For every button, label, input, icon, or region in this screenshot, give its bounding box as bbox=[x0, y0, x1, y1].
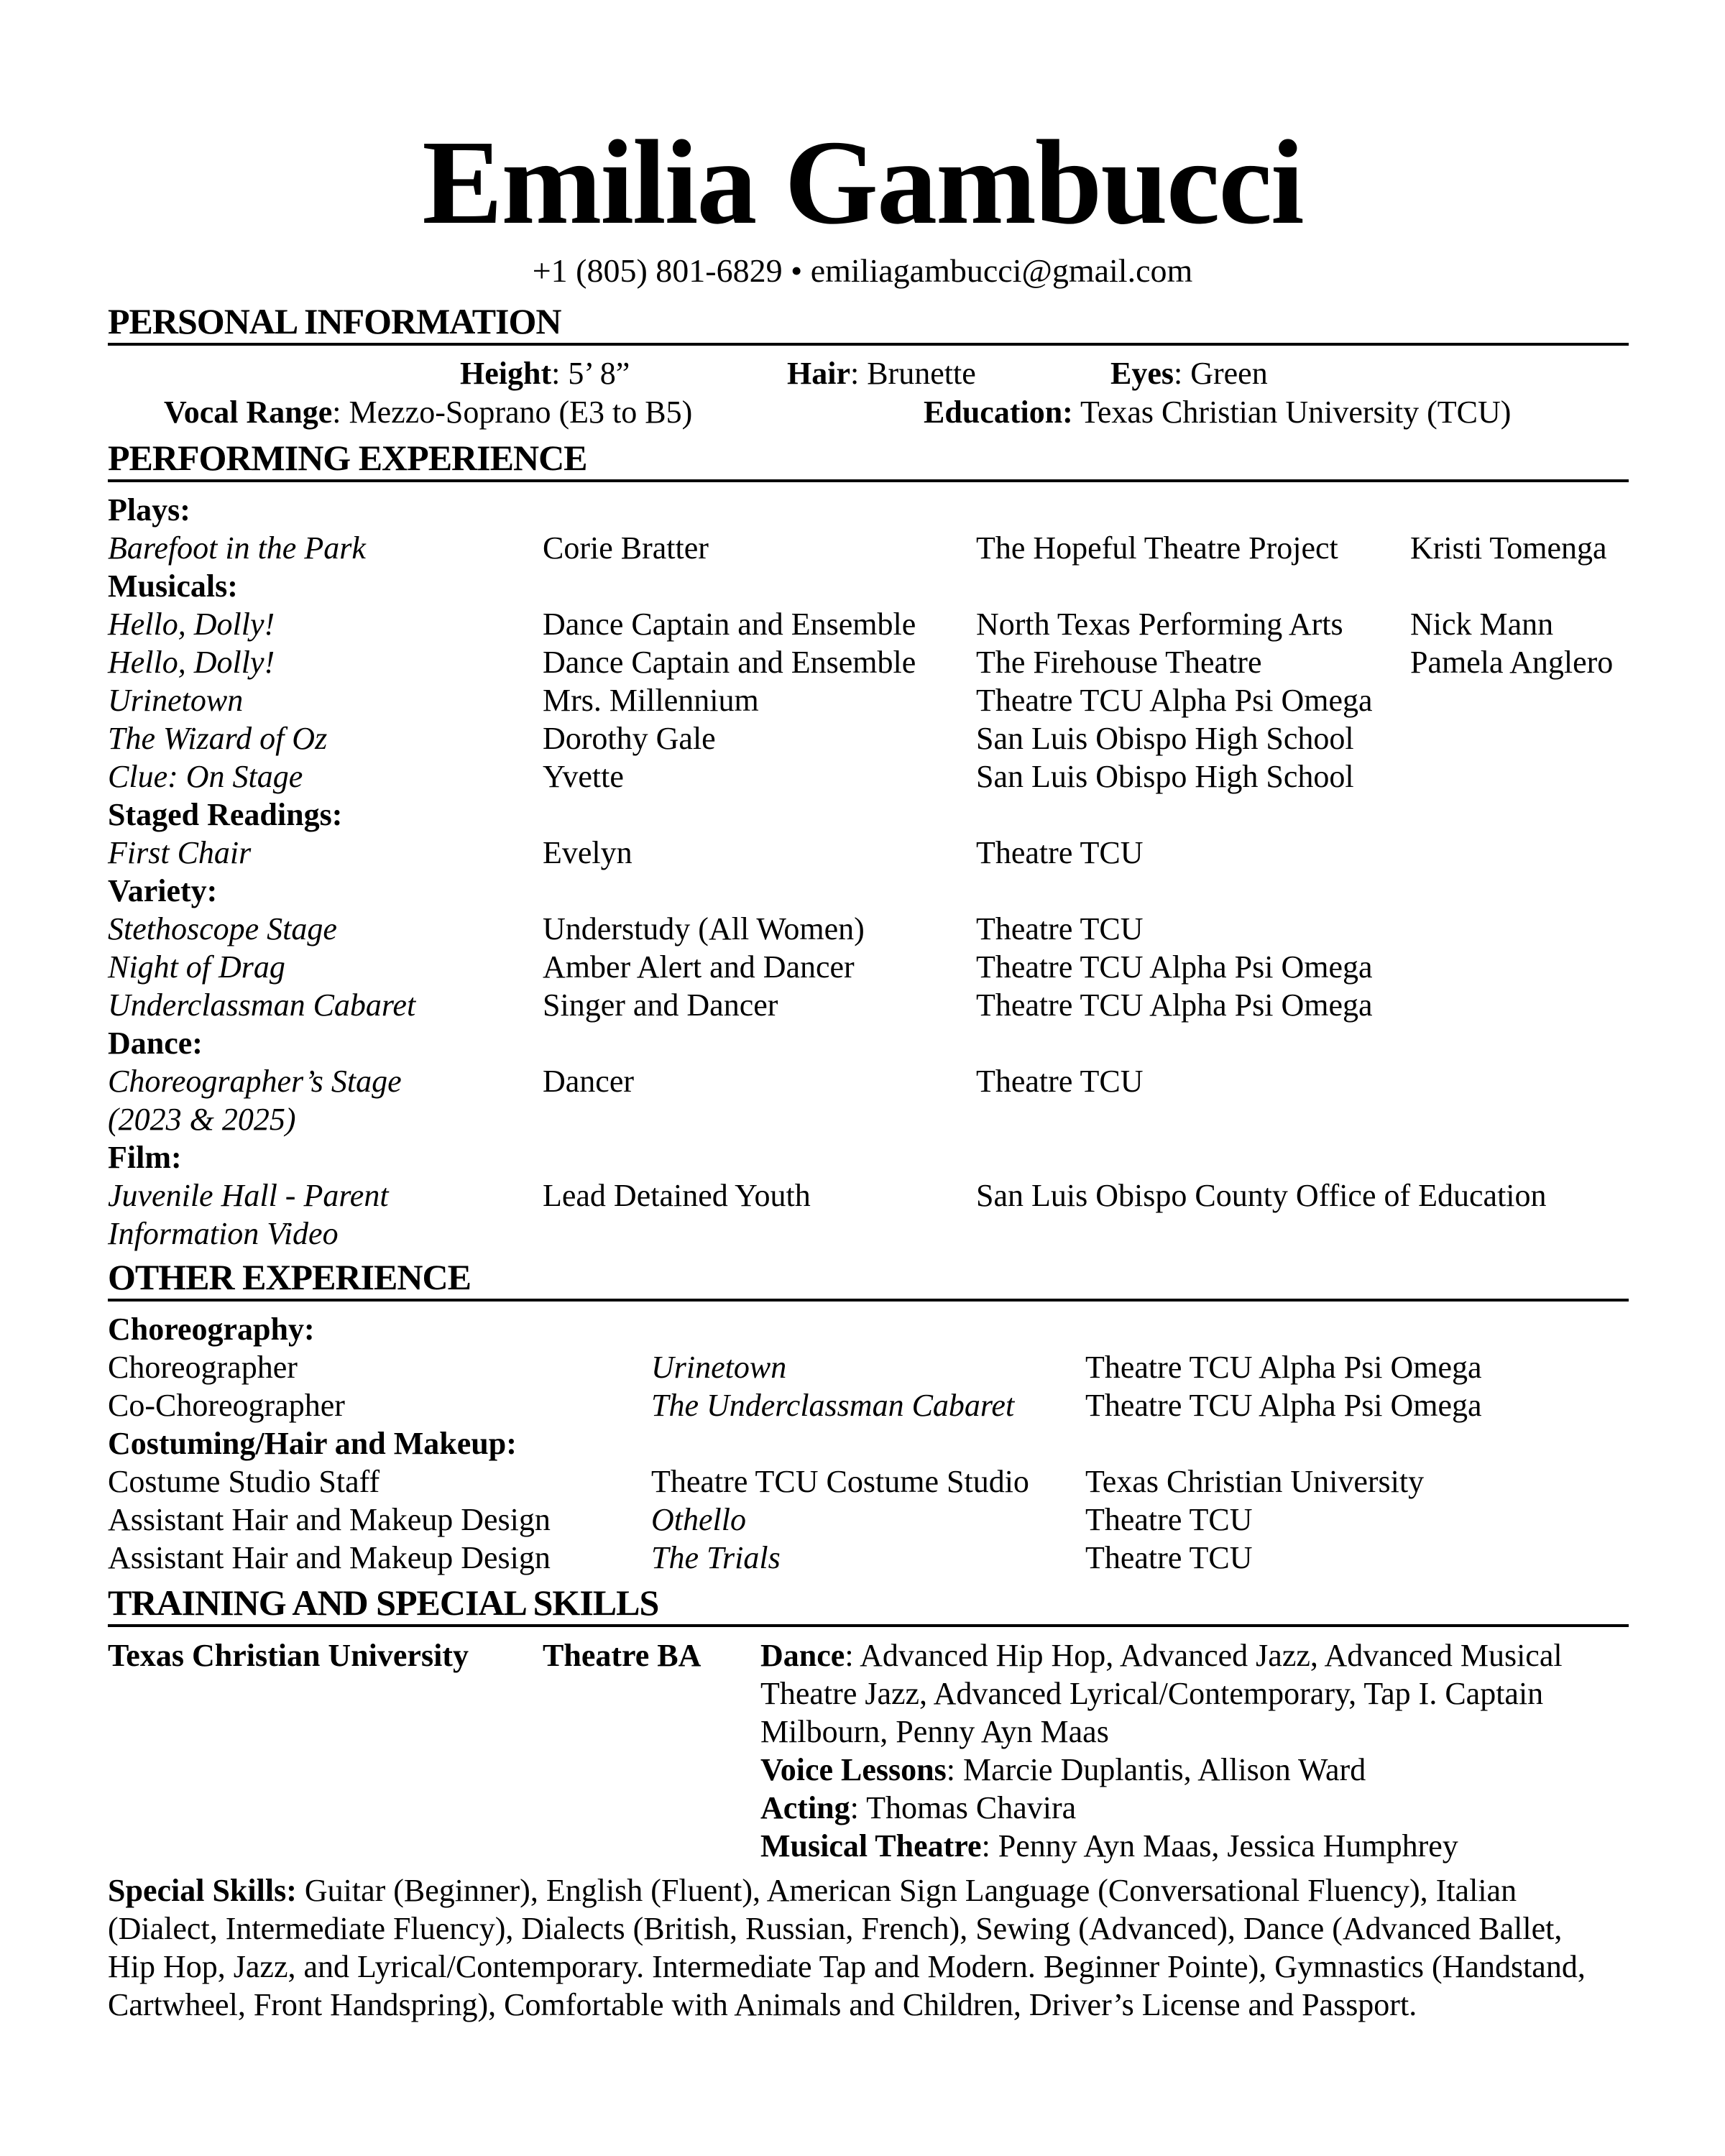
education-label: Education: bbox=[924, 395, 1073, 430]
credit-role: Dance Captain and Ensemble bbox=[543, 607, 916, 642]
credit-show-continued: Information Video bbox=[108, 1216, 339, 1251]
credit-show: Choreographer’s Stage bbox=[108, 1064, 402, 1099]
credit-company: Theatre TCU bbox=[976, 835, 1144, 870]
height-label: Height bbox=[460, 356, 552, 391]
credit-show: First Chair bbox=[108, 835, 252, 870]
section-divider bbox=[108, 1299, 1629, 1302]
credit-role: Lead Detained Youth bbox=[543, 1178, 811, 1213]
training-dance-text: : Advanced Hip Hop, Advanced Jazz, Advanced Musical bbox=[845, 1638, 1563, 1673]
education-value: Texas Christian University (TCU) bbox=[1072, 395, 1512, 430]
category-heading-costuming: Costuming/Hair and Makeup: bbox=[108, 1426, 517, 1461]
training-musical-theatre bbox=[760, 1830, 1458, 1862]
credit-show: Clue: On Stage bbox=[108, 759, 303, 794]
training-musical-theatre-text: : Penny Ayn Maas, Jessica Humphrey bbox=[981, 1828, 1458, 1864]
special-skills-label: Special Skills: bbox=[108, 1873, 297, 1908]
credit-company: San Luis Obispo High School bbox=[976, 759, 1354, 794]
vocal-range-label: Vocal Range bbox=[164, 395, 333, 430]
vocal-range-value: : Mezzo-Soprano (E3 to B5) bbox=[332, 395, 693, 430]
credit-role: Yvette bbox=[543, 759, 624, 794]
credit-show: Barefoot in the Park bbox=[108, 530, 366, 566]
credit-company: The Hopeful Theatre Project bbox=[976, 530, 1338, 566]
category-heading-choreography: Choreography: bbox=[108, 1312, 315, 1347]
credit-show: Hello, Dolly! bbox=[108, 645, 275, 680]
category-heading-plays: Plays: bbox=[108, 492, 190, 528]
category-heading-staged-readings: Staged Readings: bbox=[108, 797, 343, 832]
height-field bbox=[460, 358, 630, 390]
credit-company: San Luis Obispo High School bbox=[976, 721, 1354, 756]
experience-production: The Trials bbox=[651, 1540, 781, 1575]
training-acting-label: Acting bbox=[760, 1790, 850, 1825]
experience-position: Assistant Hair and Makeup Design bbox=[108, 1540, 551, 1575]
credit-company: Theatre TCU Alpha Psi Omega bbox=[976, 683, 1373, 718]
experience-position: Costume Studio Staff bbox=[108, 1464, 380, 1499]
hair-label: Hair bbox=[787, 356, 850, 391]
credit-role: Dorothy Gale bbox=[543, 721, 716, 756]
experience-production: Othello bbox=[651, 1502, 746, 1537]
credit-show: Stethoscope Stage bbox=[108, 911, 337, 946]
section-title-training: TRAINING AND SPECIAL SKILLS bbox=[108, 1583, 659, 1623]
credit-role: Dance Captain and Ensemble bbox=[543, 645, 916, 680]
credit-show: Underclassman Cabaret bbox=[108, 987, 416, 1023]
training-dance bbox=[760, 1640, 1563, 1672]
section-divider bbox=[108, 343, 1629, 346]
credit-company: Theatre TCU bbox=[976, 1064, 1144, 1099]
credit-company: Theatre TCU Alpha Psi Omega bbox=[976, 949, 1373, 985]
experience-organization: Theatre TCU bbox=[1085, 1540, 1253, 1575]
credit-company: San Luis Obispo County Office of Education bbox=[976, 1178, 1547, 1213]
section-divider bbox=[108, 479, 1629, 482]
training-dance-label: Dance bbox=[760, 1638, 845, 1673]
experience-organization: Texas Christian University bbox=[1085, 1464, 1425, 1499]
training-degree: Theatre BA bbox=[543, 1638, 702, 1673]
category-heading-film: Film: bbox=[108, 1140, 182, 1175]
credit-director: Kristi Tomenga bbox=[1410, 530, 1607, 566]
credit-role: Understudy (All Women) bbox=[543, 911, 865, 946]
vocal-range-field bbox=[164, 397, 692, 428]
experience-organization: Theatre TCU bbox=[1085, 1502, 1253, 1537]
credit-show-continued: (2023 & 2025) bbox=[108, 1102, 296, 1137]
category-heading-variety: Variety: bbox=[108, 873, 218, 908]
hair-field bbox=[787, 358, 976, 390]
experience-production: Theatre TCU Costume Studio bbox=[651, 1464, 1029, 1499]
eyes-value: : Green bbox=[1174, 356, 1268, 391]
experience-production: The Underclassman Cabaret bbox=[651, 1388, 1015, 1423]
credit-show: Hello, Dolly! bbox=[108, 607, 275, 642]
special-skills-text: Guitar (Beginner), English (Fluent), American Sign Language (Conversational Fluency), Italian (Dialect, Intermediate Fluency), Dialects (British, Russian, French), Sewing (Advanced), Dance (Advanced Ballet, Hip Hop, Jazz, and Lyrical/Contemporary. Intermediate Tap and Modern. Beginner Pointe), Gymnastics (Handstand, Cartwheel, Front Handspring), Comfortable with Animals and Children, Driver’s License and Passport. bbox=[108, 1873, 1586, 2022]
training-acting bbox=[760, 1792, 1076, 1824]
section-title-performing: PERFORMING EXPERIENCE bbox=[108, 438, 587, 478]
experience-organization: Theatre TCU Alpha Psi Omega bbox=[1085, 1388, 1482, 1423]
training-acting-text: : Thomas Chavira bbox=[850, 1790, 1077, 1825]
credit-director: Pamela Anglero bbox=[1410, 645, 1614, 680]
credit-company: The Firehouse Theatre bbox=[976, 645, 1262, 680]
credit-show: The Wizard of Oz bbox=[108, 721, 328, 756]
training-voice-label: Voice Lessons bbox=[760, 1752, 947, 1787]
credit-show: Juvenile Hall - Parent bbox=[108, 1178, 389, 1213]
special-skills bbox=[108, 1871, 1603, 2024]
credit-role: Dancer bbox=[543, 1064, 635, 1099]
section-title-other: OTHER EXPERIENCE bbox=[108, 1257, 471, 1297]
contact-info: +1 (805) 801-6829 • emiliagambucci@gmail.com bbox=[532, 252, 1193, 289]
credit-company: North Texas Performing Arts bbox=[976, 607, 1343, 642]
experience-position: Assistant Hair and Makeup Design bbox=[108, 1502, 551, 1537]
category-heading-musicals: Musicals: bbox=[108, 568, 238, 604]
experience-position: Choreographer bbox=[108, 1350, 298, 1385]
experience-position: Co-Choreographer bbox=[108, 1388, 345, 1423]
education-field bbox=[924, 397, 1511, 428]
eyes-field bbox=[1110, 358, 1268, 390]
training-dance-continued: Theatre Jazz, Advanced Lyrical/Contemporary, Tap I. Captain bbox=[760, 1676, 1544, 1711]
credit-role: Singer and Dancer bbox=[543, 987, 778, 1023]
experience-production: Urinetown bbox=[651, 1350, 787, 1385]
training-voice-text: : Marcie Duplantis, Allison Ward bbox=[946, 1752, 1366, 1787]
training-musical-theatre-label: Musical Theatre bbox=[760, 1828, 982, 1864]
credit-role: Mrs. Millennium bbox=[543, 683, 759, 718]
experience-organization: Theatre TCU Alpha Psi Omega bbox=[1085, 1350, 1482, 1385]
section-title-personal: PERSONAL INFORMATION bbox=[108, 301, 561, 341]
category-heading-dance: Dance: bbox=[108, 1026, 203, 1061]
training-school: Texas Christian University bbox=[108, 1638, 469, 1673]
credit-director: Nick Mann bbox=[1410, 607, 1554, 642]
credit-show: Urinetown bbox=[108, 683, 244, 718]
hair-value: : Brunette bbox=[850, 356, 976, 391]
credit-company: Theatre TCU Alpha Psi Omega bbox=[976, 987, 1373, 1023]
height-value: : 5’ 8” bbox=[551, 356, 630, 391]
training-voice bbox=[760, 1754, 1366, 1786]
eyes-label: Eyes bbox=[1110, 356, 1174, 391]
credit-company: Theatre TCU bbox=[976, 911, 1144, 946]
credit-role: Evelyn bbox=[543, 835, 632, 870]
credit-role: Amber Alert and Dancer bbox=[543, 949, 855, 985]
training-dance-continued: Milbourn, Penny Ayn Maas bbox=[760, 1714, 1109, 1749]
credit-role: Corie Bratter bbox=[543, 530, 709, 566]
credit-show: Night of Drag bbox=[108, 949, 285, 985]
applicant-name: Emilia Gambucci bbox=[422, 116, 1303, 249]
section-divider bbox=[108, 1624, 1629, 1627]
